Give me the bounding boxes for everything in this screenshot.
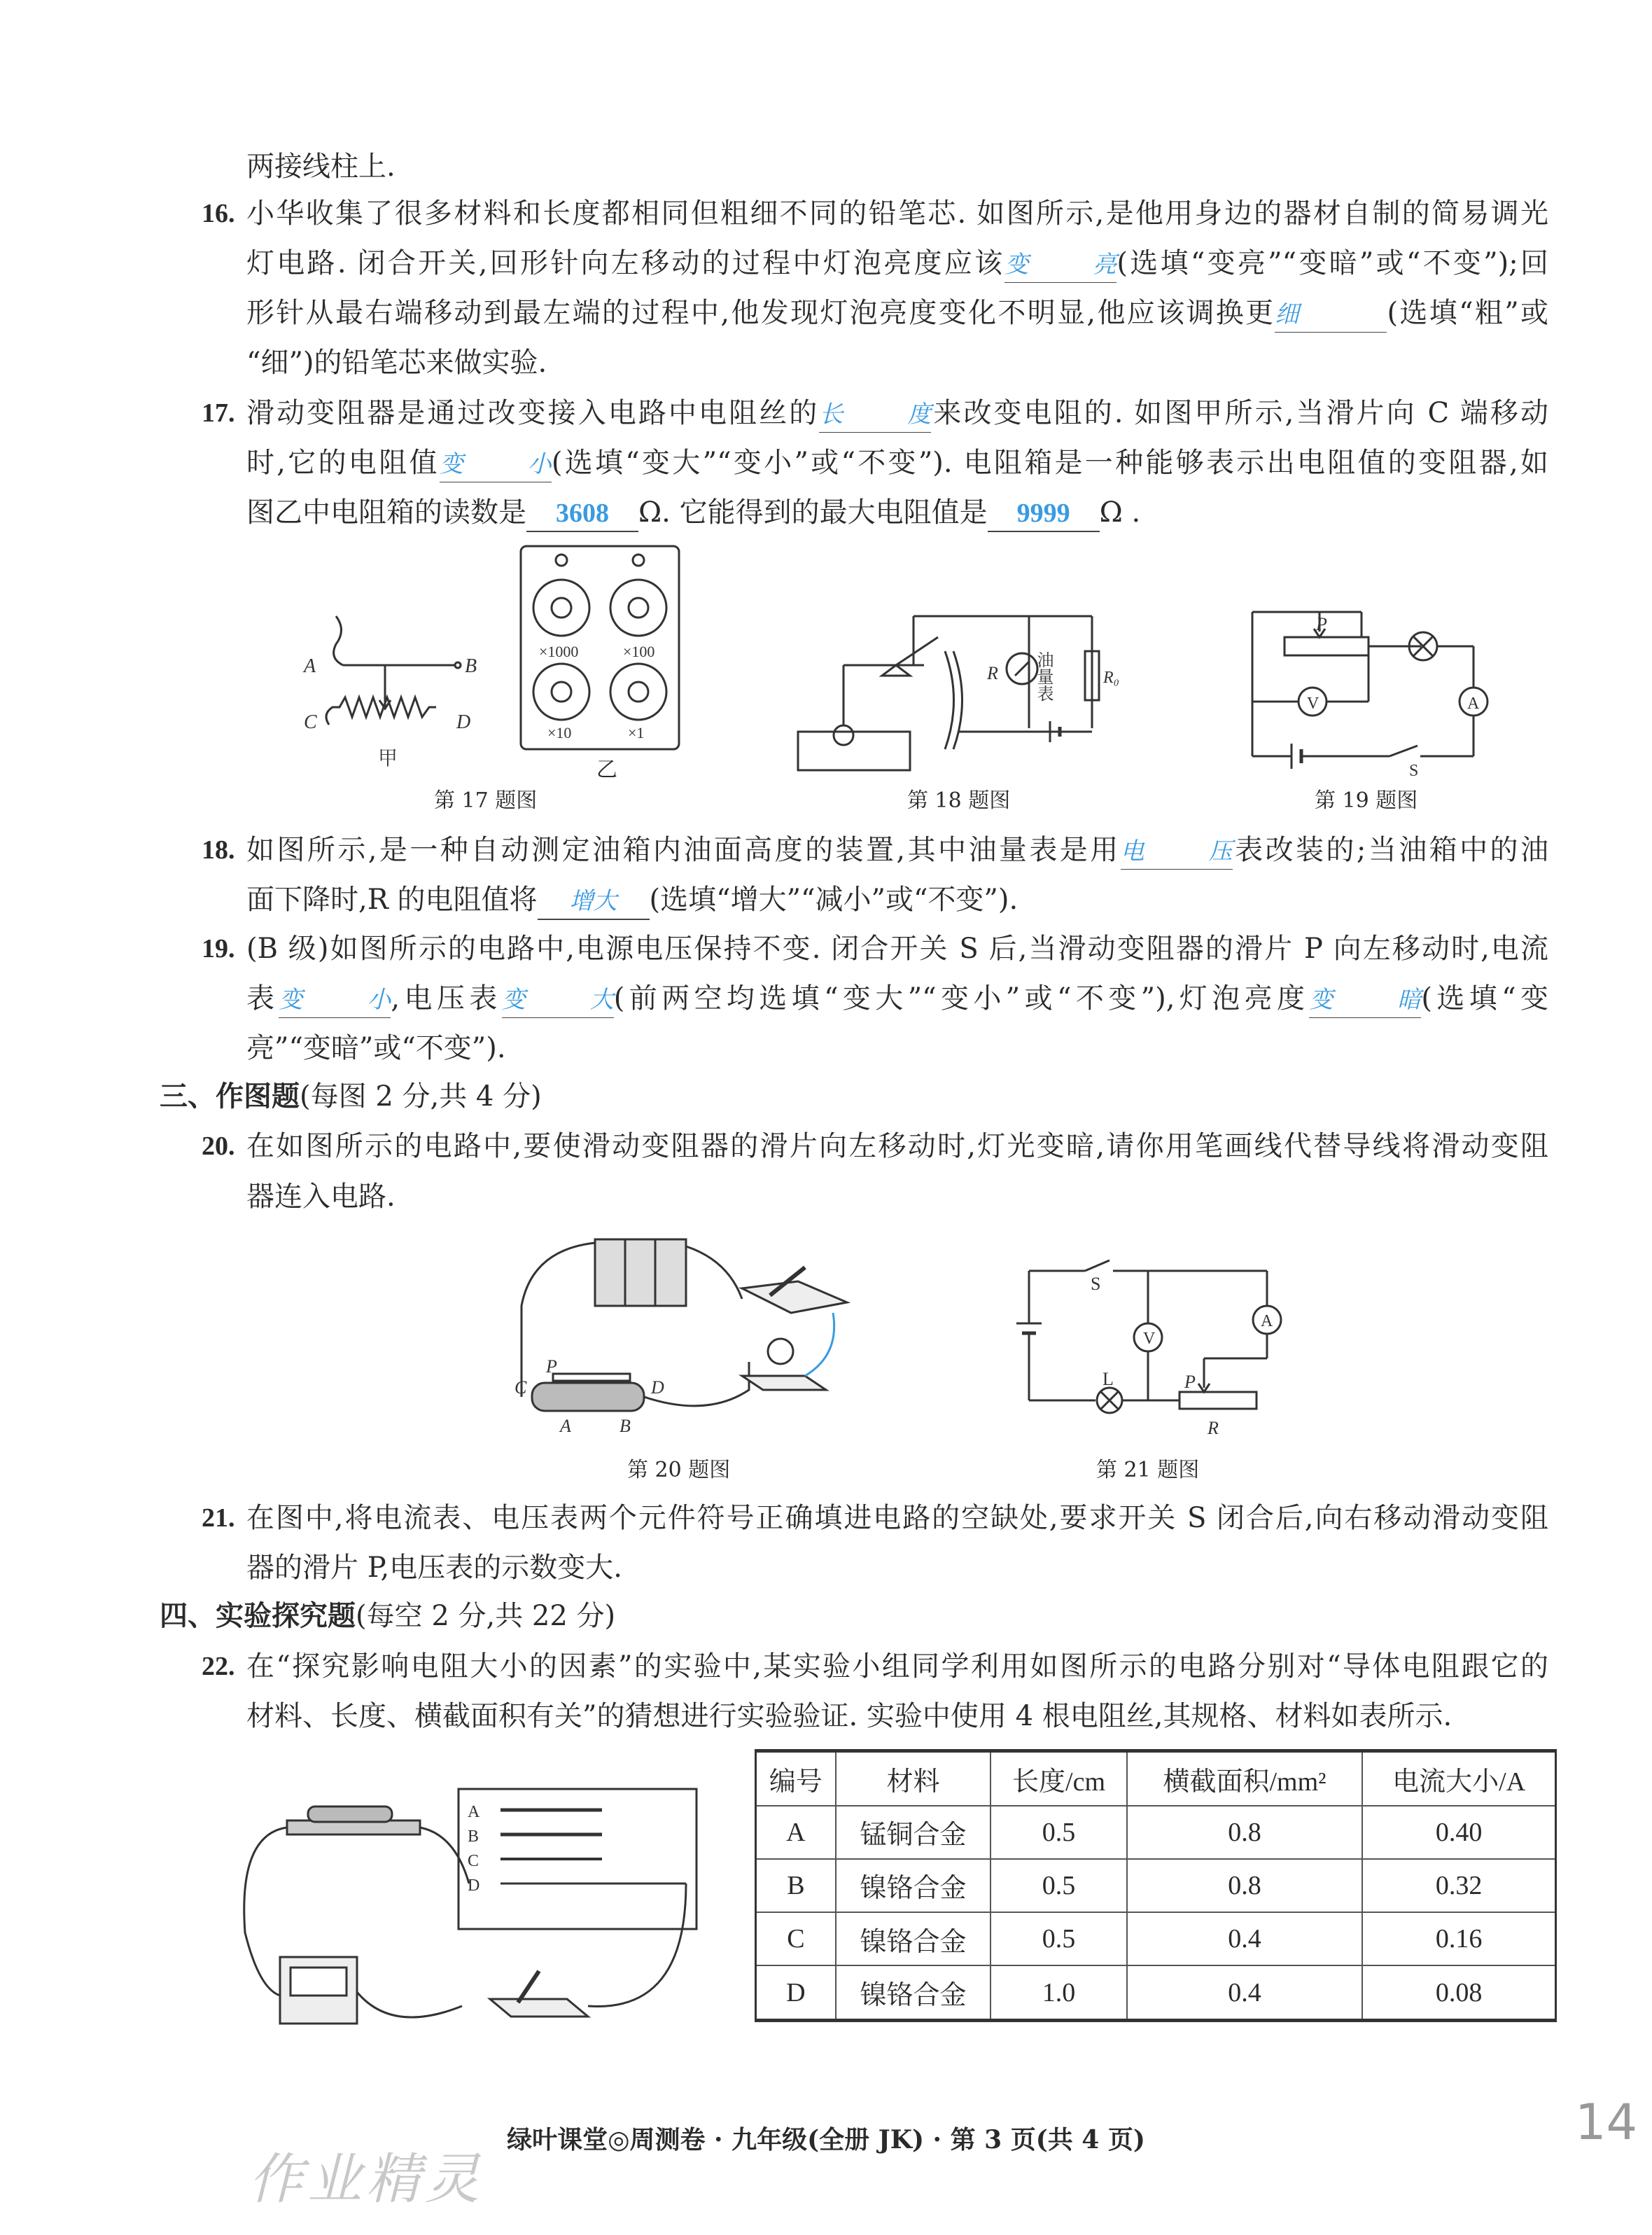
label-p: P: [1316, 614, 1327, 634]
text-line: [246, 979, 1548, 1018]
label-a: A: [468, 1803, 480, 1821]
table-cell: 0.32: [1362, 1859, 1555, 1912]
answer-blank: 电压: [1121, 834, 1233, 870]
figure-18-oil-gauge: [791, 609, 1120, 777]
answer-blank: 变小: [279, 982, 391, 1018]
text-segment: 滑动变阻器是通过改变接入电路中电阻丝的: [246, 397, 820, 429]
text-line: [246, 1029, 506, 1068]
label-b: B: [468, 1827, 479, 1846]
text-line: [246, 147, 396, 186]
label-v: V: [1307, 695, 1320, 713]
label-r0: R₀: [1103, 669, 1120, 687]
table-cell: 锰铜合金: [836, 1806, 990, 1859]
label-d: D: [651, 1377, 664, 1398]
question-number: 22.: [202, 1652, 235, 1681]
figure-22-circuit: [238, 1789, 700, 2027]
table-row: [756, 1965, 1556, 2020]
label-s: S: [1409, 762, 1419, 780]
section-title: 四、实验探究题: [160, 1599, 356, 1632]
caption-fig18: 第 18 题图: [907, 788, 1011, 813]
label-s: S: [1091, 1274, 1101, 1294]
label-x10: ×10: [547, 724, 572, 741]
table-cell: A: [756, 1806, 836, 1859]
label-yi: 乙: [596, 758, 617, 782]
text-segment: 在“探究影响电阻大小的因素”的实验中,某实验小组同学利用如图所示的电路分别对“导体电阻跟它的: [246, 1650, 1548, 1683]
table-cell: 镍铬合金: [836, 1912, 990, 1965]
question-number: 21.: [202, 1503, 235, 1533]
table-row: [756, 1806, 1556, 1859]
label-l: L: [1102, 1369, 1114, 1389]
label-a: A: [304, 655, 316, 677]
table-cell: 1.0: [990, 1965, 1126, 2020]
answer-blank: 变大: [502, 982, 614, 1018]
figure-21-circuit: [1022, 1260, 1288, 1442]
label-x1: ×1: [628, 724, 645, 741]
label-x100: ×100: [623, 643, 655, 660]
text-segment: 器的滑片 P,电压表的示数变大.: [246, 1552, 622, 1584]
question-number: 16.: [202, 199, 235, 228]
question-number: 19.: [202, 934, 235, 963]
wire-spec-table: [755, 1749, 1557, 2022]
text-line: [246, 244, 1548, 283]
answer-blank: 细: [1275, 297, 1387, 333]
answer-blank: 3608: [526, 496, 638, 532]
text-line: [246, 1177, 396, 1216]
label-a-meter: A: [1261, 1312, 1273, 1330]
text-line: [246, 1127, 1548, 1166]
text-line: [246, 293, 1548, 333]
text-segment: 在如图所示的电路中,要使滑动变阻器的滑片向左移动时,灯光变暗,请你用笔画线代替导线将滑动变阻: [246, 1130, 1548, 1162]
table-cell: 0.8: [1127, 1806, 1363, 1859]
table-cell: B: [756, 1859, 836, 1912]
text-line: [246, 830, 1548, 870]
table-cell: 0.4: [1127, 1912, 1363, 1965]
table-cell: 0.08: [1362, 1965, 1555, 2020]
table-cell: 镍铬合金: [836, 1965, 990, 2020]
figure-17-resistance-box: [519, 545, 680, 755]
text-line: [246, 343, 547, 382]
text-segment: 表: [246, 982, 279, 1015]
text-segment: “细”)的铅笔芯来做实验.: [246, 347, 547, 379]
text-segment: 时,它的电阻值: [246, 447, 440, 479]
text-line: [246, 394, 1548, 433]
text-segment: (B 级)如图所示的电路中,电源电压保持不变. 闭合开关 S 后,当滑动变阻器的滑片 P 向左移动时,电流: [246, 933, 1548, 965]
label-p: P: [1184, 1372, 1196, 1392]
text-segment: (选填“增大”“减小”或“不变”).: [649, 884, 1018, 916]
watermark: 作业精灵: [248, 2148, 484, 2211]
section-heading-experiment: [160, 1596, 615, 1636]
text-segment: 表改装的;当油箱中的油: [1232, 834, 1548, 866]
label-jia: 甲: [378, 748, 398, 770]
caption-fig19: 第 19 题图: [1315, 788, 1418, 813]
figure-19-circuit: [1250, 609, 1480, 780]
answer-blank: 增大: [538, 884, 650, 920]
text-segment: 图乙中电阻箱的读数是: [246, 496, 526, 529]
text-line: [246, 493, 1140, 532]
text-segment: (选填“粗”或: [1387, 297, 1548, 329]
table-header-row: [756, 1751, 1556, 1806]
text-segment: (前两空均选填“变大”“变小”或“不变”),灯泡亮度: [613, 982, 1310, 1015]
table-row: [756, 1859, 1556, 1912]
text-line: [246, 880, 1018, 920]
text-segment: 面下降时,R 的电阻值将: [246, 884, 538, 916]
text-line: [246, 1647, 1548, 1686]
question-number: 18.: [202, 835, 235, 865]
text-segment: 两接线柱上.: [246, 151, 396, 183]
label-d: D: [468, 1877, 480, 1895]
text-segment: 在图中,将电流表、电压表两个元件符号正确填进电路的空缺处,要求开关 S 闭合后,向右移动滑动变阻: [246, 1502, 1548, 1534]
answer-blank: 变亮: [1004, 247, 1116, 283]
text-segment: 形针从最右端移动到最左端的过程中,他发现灯泡亮度变化不明显,他应该调换更: [246, 297, 1275, 329]
table-row: [756, 1912, 1556, 1965]
question-number: 20.: [202, 1132, 235, 1161]
caption-fig20: 第 20 题图: [627, 1458, 731, 1482]
label-oil-meter: 油量表: [1034, 651, 1052, 702]
text-segment: (选填“变亮”“变暗”或“不变”);回: [1116, 247, 1548, 279]
table-cell: C: [756, 1912, 836, 1965]
table-cell: 0.40: [1362, 1806, 1555, 1859]
table-cell: D: [756, 1965, 836, 2020]
text-segment: 材料、长度、横截面积有关”的猜想进行实验验证. 实验中使用 4 根电阻丝,其规格、材料如表所示.: [246, 1700, 1452, 1732]
text-segment: (选填“变大”“变小”或“不变”). 电阻箱是一种能够表示出电阻值的变阻器,如: [551, 447, 1548, 479]
caption-fig21: 第 21 题图: [1096, 1458, 1200, 1482]
table-cell: 0.5: [990, 1806, 1126, 1859]
table-header: 横截面积/mm²: [1127, 1751, 1363, 1806]
text-segment: Ω .: [1099, 496, 1141, 529]
text-segment: 器连入电路.: [246, 1181, 396, 1213]
answer-blank: 变小: [440, 447, 552, 482]
label-b: B: [465, 655, 477, 677]
section-title: 三、作图题: [160, 1080, 300, 1113]
question-number: 17.: [202, 398, 235, 428]
table-cell: 0.4: [1127, 1965, 1363, 2020]
table-header: 编号: [756, 1751, 836, 1806]
text-segment: 来改变电阻的. 如图甲所示,当滑片向 C 端移动: [931, 397, 1548, 429]
label-c: C: [514, 1377, 527, 1398]
answer-blank: 长度: [819, 397, 931, 433]
text-line: [246, 929, 1548, 968]
text-line: [246, 1498, 1548, 1538]
answer-blank: 9999: [988, 496, 1100, 532]
text-segment: 小华收集了很多材料和长度都相同但粗细不同的铅笔芯. 如图所示,是他用身边的器材自制的简易调光: [246, 197, 1548, 230]
text-line: [246, 443, 1548, 482]
label-c: C: [304, 711, 317, 733]
text-segment: 亮”“变暗”或“不变”).: [246, 1032, 506, 1064]
label-a-meter: A: [1467, 695, 1480, 713]
section-points: (每空 2 分,共 22 分): [356, 1600, 616, 1632]
text-segment: 如图所示,是一种自动测定油箱内油面高度的装置,其中油量表是用: [246, 834, 1121, 866]
page-number: 14: [1575, 2094, 1638, 2151]
figure-17-rheostat: [294, 609, 490, 770]
caption-fig17: 第 17 题图: [434, 788, 538, 813]
table-cell: 0.16: [1362, 1912, 1555, 1965]
text-line: [246, 194, 1548, 233]
table-header: 材料: [836, 1751, 990, 1806]
text-line: [246, 1548, 622, 1587]
table-cell: 0.5: [990, 1859, 1126, 1912]
table-header: 电流大小/A: [1362, 1751, 1555, 1806]
label-d: D: [456, 711, 471, 733]
answer-blank: 变暗: [1309, 982, 1421, 1018]
label-a: A: [560, 1416, 571, 1436]
text-segment: 灯电路. 闭合开关,回形针向左移动的过程中灯泡亮度应该: [246, 247, 1005, 279]
table-header: 长度/cm: [990, 1751, 1126, 1806]
text-segment: Ω. 它能得到的最大电阻值是: [638, 496, 988, 529]
page-footer: 绿叶课堂◎周测卷 · 九年级(全册 JK) · 第 3 页(共 4 页): [507, 2125, 1145, 2154]
label-x1000: ×1000: [539, 643, 579, 660]
label-v: V: [1143, 1330, 1156, 1348]
text-segment: (选填“变: [1421, 982, 1548, 1015]
figure-20-physical-circuit: [511, 1225, 847, 1449]
label-b: B: [620, 1416, 631, 1436]
label-p: P: [546, 1356, 557, 1377]
label-r: R: [1208, 1418, 1219, 1438]
label-r: R: [987, 663, 998, 683]
table-cell: 镍铬合金: [836, 1859, 990, 1912]
section-heading-drawing: [160, 1077, 542, 1116]
text-line: [246, 1697, 1452, 1736]
table-cell: 0.5: [990, 1912, 1126, 1965]
section-points: (每图 2 分,共 4 分): [300, 1080, 542, 1113]
table-cell: 0.8: [1127, 1859, 1363, 1912]
label-c: C: [468, 1852, 479, 1870]
text-segment: ,电压表: [391, 982, 502, 1015]
